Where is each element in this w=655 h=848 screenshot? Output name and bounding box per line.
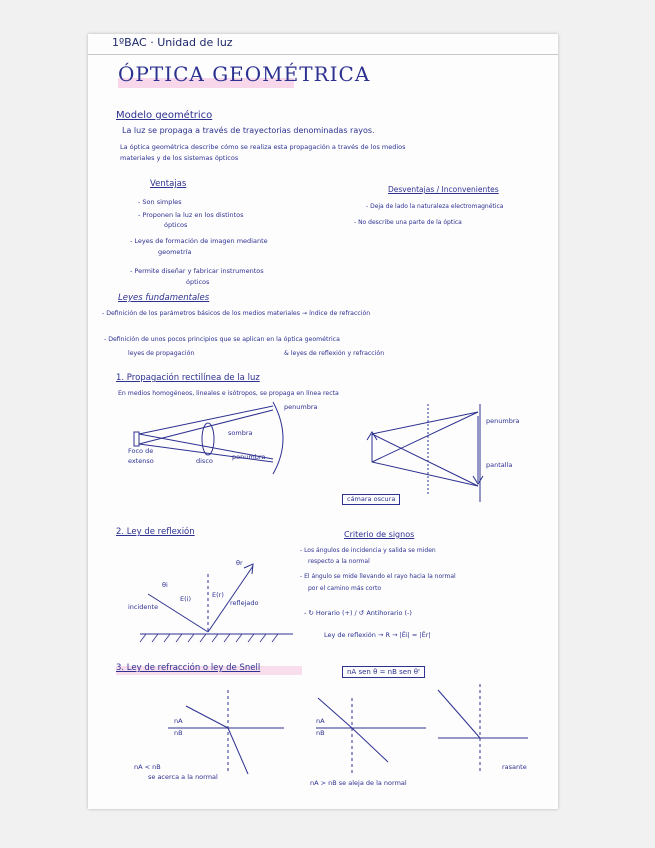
s1-line-1: En medios homogéneos, lineales e isótropos, se propaga en línea recta	[118, 390, 339, 397]
criterio-line-6: Ley de reflexión → R → |Êi| = |Êr|	[324, 631, 431, 639]
model-line-3: materiales y de los sistemas ópticos	[120, 154, 239, 162]
s2-heading: 2. Ley de reflexión	[116, 527, 195, 537]
refraction-1	[168, 690, 284, 774]
model-heading: Modelo geométrico	[116, 110, 213, 121]
s1-extenso: extenso	[128, 457, 154, 465]
s3-caption-1a: nA < nB	[134, 763, 161, 771]
criterio-line-5: - ↻ Horario (+) / ↺ Antihorario (-)	[304, 609, 412, 617]
s1-heading: 1. Propagación rectilínea de la luz	[116, 373, 260, 383]
s3-caption-2: nA > nB se aleja de la normal	[310, 779, 407, 787]
s1-penumbra-bottom: penumbra	[232, 453, 266, 461]
page-title: ÓPTICA GEOMÉTRICA	[118, 62, 371, 86]
ventajas-heading: Ventajas	[150, 179, 187, 189]
model-line-1: La luz se propaga a través de trayectorias denominadas rayos.	[122, 126, 375, 135]
leyes-line-3b: & leyes de reflexión y refracción	[284, 350, 385, 357]
light-source	[134, 432, 139, 446]
ventajas-item-2: - Proponen la luz en los distintos	[138, 211, 244, 219]
criterio-line-1: - Los ángulos de incidencia y salida se miden	[300, 547, 436, 554]
leyes-line-3a: leyes de propagación	[128, 350, 195, 357]
s1-penumbra-top: penumbra	[284, 403, 318, 411]
s3-na-1: nA	[174, 717, 183, 725]
desventajas-item-1: - Deja de lado la naturaleza electromagnética	[366, 203, 504, 210]
s1-sombra: sombra	[228, 429, 253, 437]
s3-na-2: nA	[316, 717, 325, 725]
criterio-heading: Criterio de signos	[344, 530, 415, 539]
s2-theta-i: θi	[162, 581, 168, 589]
s3-caption-1b: se acerca a la normal	[148, 773, 218, 781]
ventajas-item-3: ópticos	[164, 221, 188, 229]
leyes-line-1: - Definición de los parámetros básicos de los medios materiales → índice de refracción	[102, 310, 371, 317]
ventajas-item-7: ópticos	[186, 278, 210, 286]
s3-caption-3: rasante	[502, 763, 527, 771]
incident-ray	[148, 594, 208, 632]
ventajas-item-6: - Permite diseñar y fabricar instrumentos	[130, 267, 264, 275]
ray-top-1	[139, 406, 273, 434]
s3-nb-2: nB	[316, 729, 325, 737]
ventajas-item-1: - Son simples	[138, 198, 182, 206]
s1-penumbra-right: penumbra	[486, 417, 520, 425]
screen-curve	[273, 402, 283, 474]
refraction-2	[316, 698, 426, 774]
desventajas-item-2: - No describe una parte de la óptica	[354, 219, 462, 226]
s2-ei: E(i)	[180, 595, 191, 603]
s3-nb-1: nB	[174, 729, 183, 737]
ventajas-item-4: - Leyes de formación de imagen mediante	[130, 237, 268, 245]
s1-pantalla: pantalla	[486, 461, 513, 469]
s1-foco: Foco de	[128, 447, 154, 455]
s3-heading: 3. Ley de refracción o ley de Snell	[116, 663, 261, 673]
disc	[202, 423, 214, 455]
snell-formula-box: nA sen θ = nB sen θ'	[342, 666, 425, 678]
s2-er: E(r)	[212, 591, 224, 599]
s2-reflejado: reflejado	[230, 599, 259, 607]
model-line-2: La óptica geométrica describe cómo se realiza esta propagación a través de los medios	[120, 143, 406, 151]
s2-incidente: incidente	[128, 603, 159, 611]
ray-cross-2	[139, 410, 273, 444]
leyes-heading: Leyes fundamentales	[118, 293, 210, 303]
leyes-line-2: - Definición de unos pocos principios que se aplican en la óptica geométrica	[104, 336, 340, 343]
ventajas-item-5: geometría	[158, 248, 192, 256]
desventajas-heading: Desventajas / Inconvenientes	[388, 185, 499, 194]
page-header: 1ºBAC · Unidad de luz	[112, 36, 233, 49]
criterio-line-4: por el camino más corto	[308, 585, 382, 592]
notebook-page	[88, 34, 558, 809]
criterio-line-3: - El ángulo se mide llevando el rayo hacia la normal	[300, 573, 456, 580]
s2-theta-r: θr	[236, 559, 243, 567]
refraction-3	[438, 684, 528, 774]
s1-disco: disco	[196, 457, 213, 465]
s1-camara-box: cámara oscura	[342, 494, 400, 505]
criterio-line-2: respecto a la normal	[308, 558, 370, 565]
